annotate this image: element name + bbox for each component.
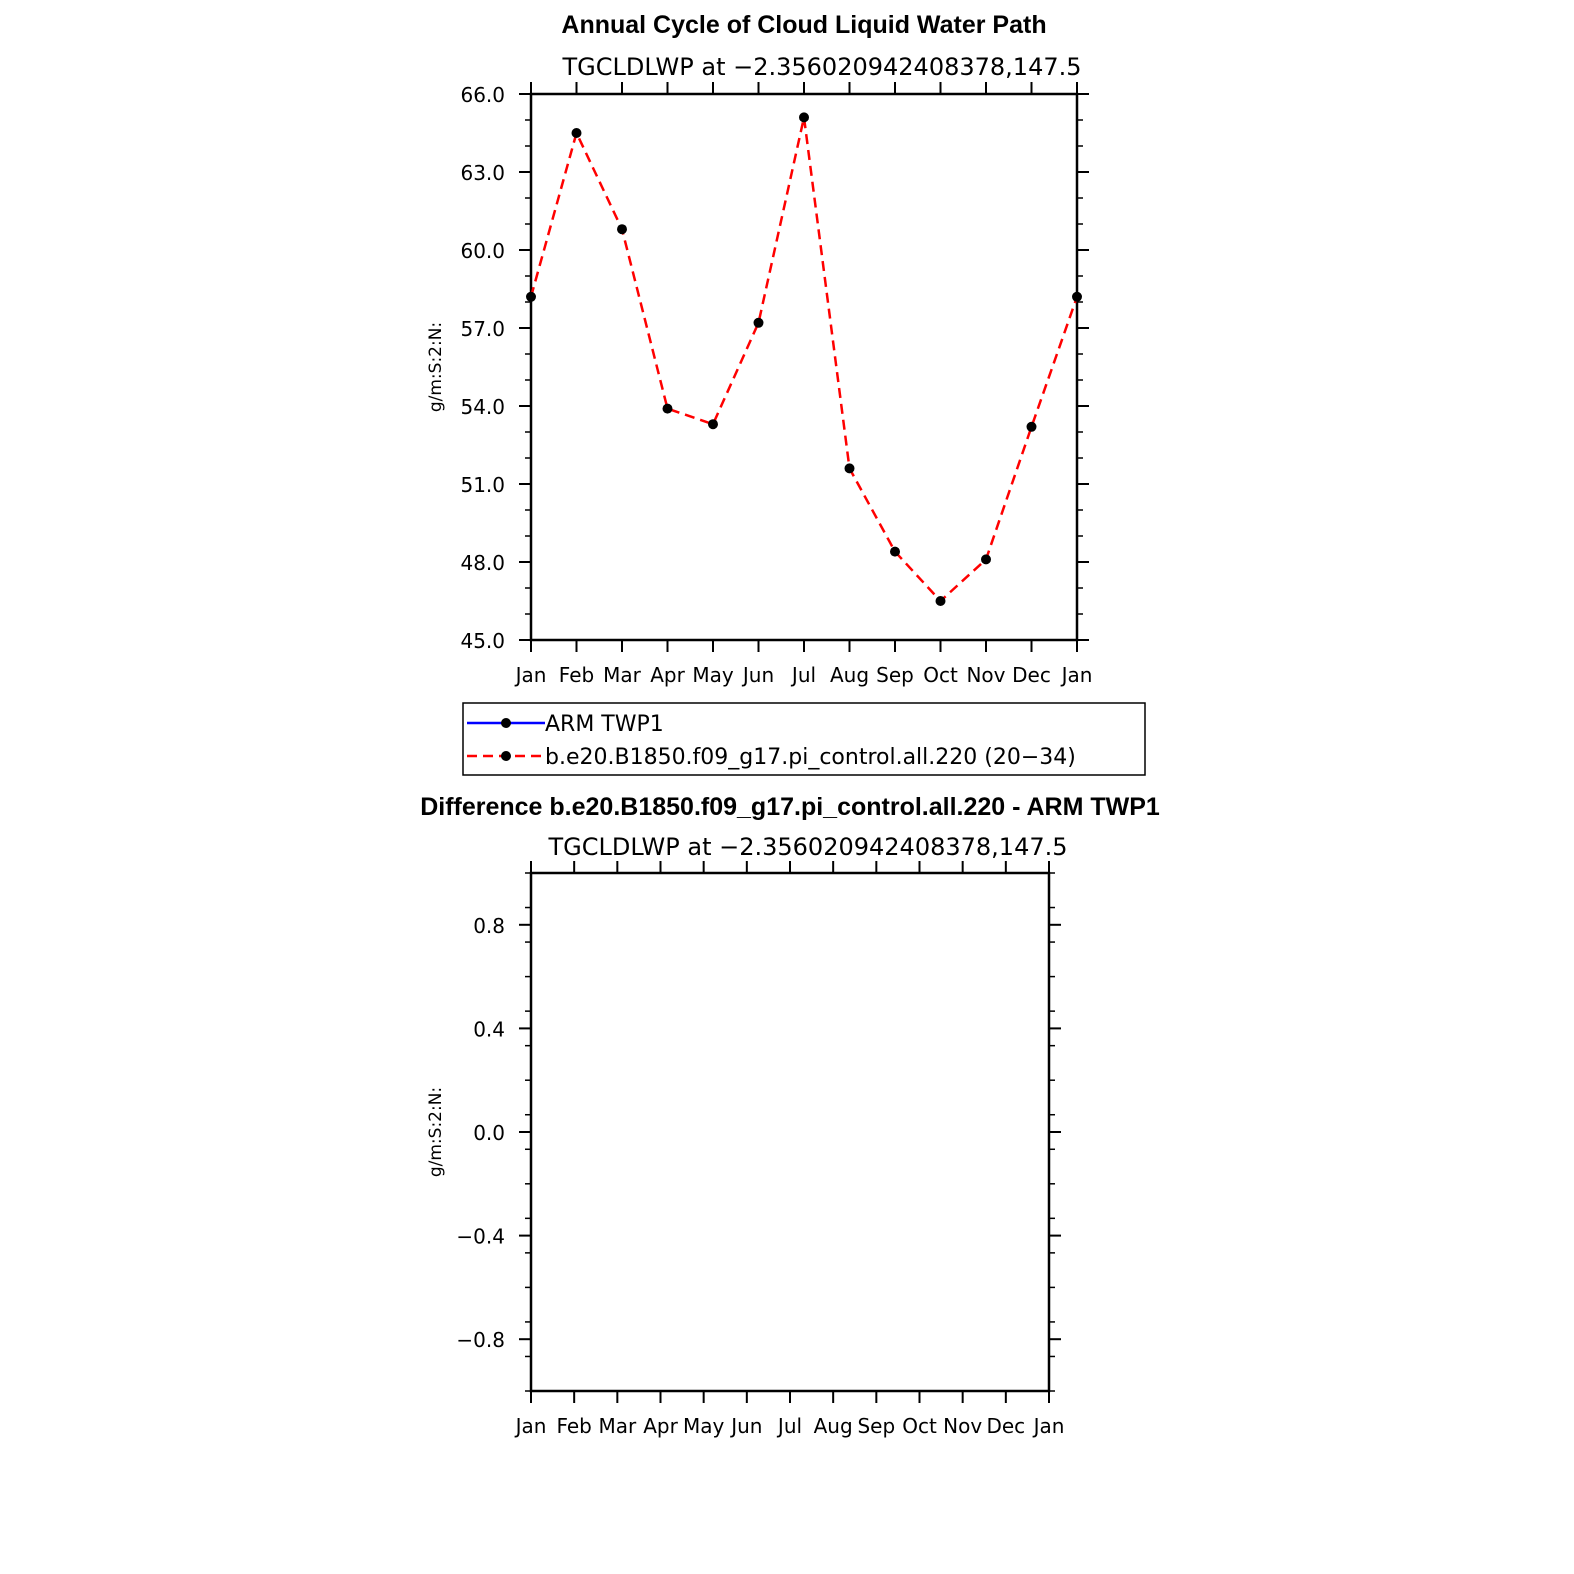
- y-tick-label: 66.0: [460, 83, 505, 107]
- x-tick-label: Jun: [742, 663, 775, 687]
- chart1-ylabel: g/m:S:2:N:: [426, 321, 446, 413]
- y-tick-label: 48.0: [460, 551, 505, 575]
- x-tick-label: Mar: [598, 1414, 637, 1438]
- x-tick-label: Feb: [558, 663, 595, 687]
- legend-marker-arm: [501, 718, 511, 728]
- x-tick-label: Apr: [650, 663, 685, 687]
- x-tick-label: Jul: [777, 1414, 803, 1438]
- x-tick-label: Apr: [643, 1414, 678, 1438]
- data-point: [572, 128, 582, 138]
- x-tick-label: Aug: [813, 1414, 853, 1438]
- data-point: [754, 318, 764, 328]
- y-tick-label: 0.0: [473, 1121, 505, 1145]
- x-tick-label: May: [682, 1414, 725, 1438]
- y-tick-label: 45.0: [460, 629, 505, 653]
- legend-label-model: b.e20.B1850.f09_g17.pi_control.all.220 (20−34): [545, 745, 1076, 770]
- x-tick-label: Nov: [943, 1414, 983, 1438]
- difference-chart: [420, 793, 1160, 1438]
- data-point: [1027, 422, 1037, 432]
- x-tick-label: Jul: [791, 663, 817, 687]
- x-tick-label: Jan: [515, 1414, 547, 1438]
- data-point: [981, 554, 991, 564]
- y-tick-label: 60.0: [460, 239, 505, 263]
- x-tick-label: Jun: [731, 1414, 763, 1438]
- x-tick-label: Oct: [923, 663, 958, 687]
- x-tick-label: Jan: [1033, 1414, 1065, 1438]
- data-point: [890, 547, 900, 557]
- data-point: [936, 596, 946, 606]
- legend-label-arm: ARM TWP1: [545, 712, 664, 737]
- y-tick-label: 51.0: [460, 473, 505, 497]
- legend: [463, 703, 1145, 775]
- x-tick-label: Sep: [857, 1414, 896, 1438]
- annual-cycle-chart: [426, 11, 1092, 687]
- y-tick-label: 57.0: [460, 317, 505, 341]
- x-tick-label: May: [692, 663, 734, 687]
- data-point: [617, 224, 627, 234]
- y-tick-label: 0.8: [473, 913, 505, 938]
- chart2-title: Difference b.e20.B1850.f09_g17.pi_control.all.220 - ARM TWP1: [420, 793, 1160, 821]
- data-point: [663, 404, 673, 414]
- series-line-model: [531, 117, 1077, 601]
- x-tick-label: Sep: [876, 663, 914, 687]
- chart2-ylabel: g/m:S:2:N:: [426, 1086, 446, 1178]
- x-tick-label: Jan: [1061, 663, 1093, 687]
- data-point: [708, 419, 718, 429]
- chart1-title: Annual Cycle of Cloud Liquid Water Path: [561, 11, 1047, 39]
- chart2-plot-frame: [531, 873, 1049, 1391]
- x-tick-label: Dec: [986, 1414, 1026, 1438]
- data-point: [799, 112, 809, 122]
- data-point: [845, 463, 855, 473]
- x-tick-label: Oct: [902, 1414, 937, 1438]
- x-tick-label: Feb: [556, 1414, 592, 1438]
- x-tick-label: Nov: [966, 663, 1006, 687]
- chart1-plot-frame: [531, 94, 1077, 640]
- x-tick-label: Jan: [515, 663, 547, 687]
- y-tick-label: 0.4: [473, 1017, 505, 1042]
- data-point: [1072, 292, 1082, 302]
- y-tick-label: 54.0: [460, 395, 505, 419]
- x-tick-label: Dec: [1012, 663, 1051, 687]
- chart1-subtitle: TGCLDLWP at −2.356020942408378,147.5: [562, 53, 1082, 81]
- y-tick-label: −0.4: [456, 1224, 505, 1249]
- x-tick-label: Mar: [603, 663, 641, 687]
- data-point: [526, 292, 536, 302]
- y-tick-label: 63.0: [460, 161, 505, 185]
- x-tick-label: Aug: [829, 663, 870, 687]
- y-tick-label: −0.8: [456, 1328, 505, 1353]
- legend-marker-model: [501, 751, 511, 761]
- chart2-subtitle: TGCLDLWP at −2.356020942408378,147.5: [548, 833, 1068, 861]
